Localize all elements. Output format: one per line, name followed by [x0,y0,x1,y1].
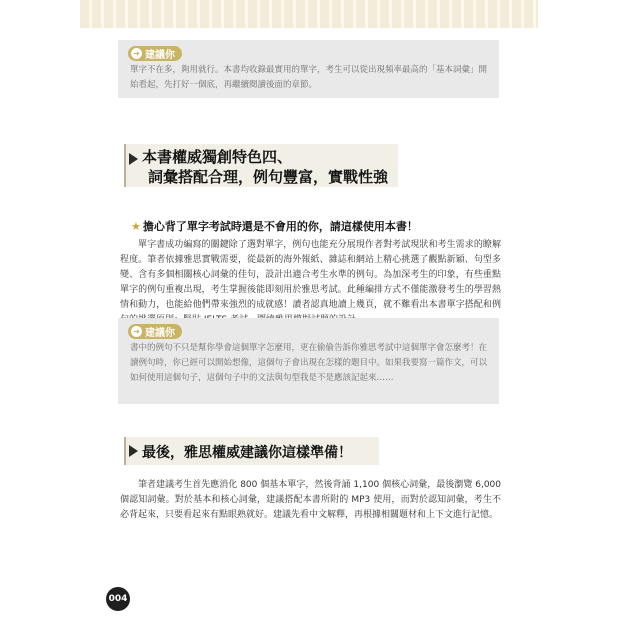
section-heading [124,144,398,187]
tip-box [118,318,499,404]
triangle-bullet-icon [129,445,138,457]
arrow-right-icon: ➜ [131,48,142,59]
tip-badge [128,324,182,339]
triangle-bullet-icon [129,153,138,165]
tip-badge-label: 建議你 [145,50,175,61]
tip-text: 單字不在多，夠用就行。本書均收錄最實用的單字，考生可以從出現頻率最高的「基本詞彙」開始看起，先打好一個底，再繼續閱讀後面的章節。 [130,65,488,90]
final-paragraph: 筆者建議考生首先應消化 800 個基本單字，然後背誦 1,100 個核心詞彙，最後瀏覽 6,000 個認知詞彙。對於基本和核心詞彙，建議搭配本書所附的 MP3 使用，而對於認知詞彙，考生不必背起來，只要看起來有點眼熟就好。建議先看中文解釋，再根據相關題材和上下文進行記憶。 [120,480,501,520]
final-title: 最後，雅思權威建議你這樣準備！ [142,445,352,461]
star-icon: ★ [131,220,141,233]
arrow-right-icon: ➜ [131,326,142,337]
section-subheading [131,218,418,234]
tip-text: 書中的例句不只是幫你學會這個單字怎麼用，更在偷偷告訴你雅思考試中這個單字會怎麼考！在讀例句時，你已經可以開始想像，這個句子會出現在怎樣的題目中。如果我要寫一篇作文，可以如何使用這個句子，這個句子中的文法與句型我是不是應該記起來…… [130,343,488,383]
final-heading [124,437,379,465]
section-title-line-2: 詞彙搭配合理，例句豐富，實戰性強 [148,168,389,186]
page-number: 004 [106,587,130,611]
tip-box [118,40,499,98]
tip-badge [128,46,182,61]
subheading-text: 擔心背了單字考試時還是不會用的你，請這樣使用本書！ [142,220,418,233]
tip-badge-label: 建議你 [145,328,175,339]
body-paragraph: 單字書成功編寫的關鍵除了選對單字，例句也能充分展現作者對考試現狀和考生需求的瞭解程度。筆者依據雅思實戰需要，從最新的海外報紙、雜誌和網站上精心挑選了觀點新穎、句型多變、含有多個相關核心詞彙的佳句，設計出適合考生水準的例句。為加深考生的印象，有些重點單字的例句重複出現，考生掌握後能即刻用於雅思考試。此種編排方式不僅能激發考生的學習熱情和動力，也能給他們帶來強烈的成就感！讀者認真地讀上幾頁，就不難看出本書單字搭配和例 [120,240,501,310]
top-decorative-stripe [80,0,538,28]
section-title-line-1: 本書權威獨創特色四、 [142,148,293,166]
